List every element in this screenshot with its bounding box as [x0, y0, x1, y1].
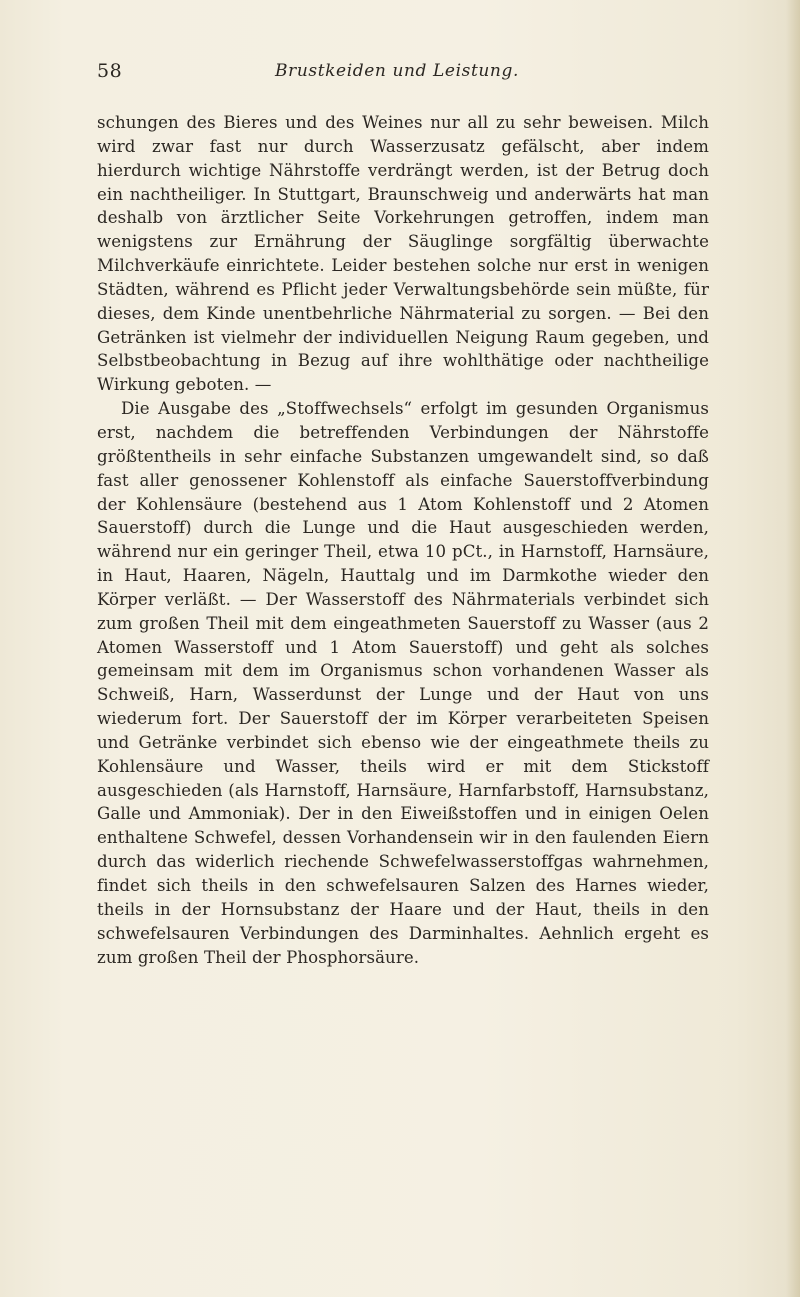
- page-edge-shadow: [786, 0, 800, 1297]
- paragraph: Die Ausgabe des „Stoffwechsels“ erfolgt im gesunden Organismus erst, nachdem die betreffenden Verbindungen der Nährstoffe größtentheils in sehr einfache Substanzen umgewandelt sind, so daß fast aller genossener Kohlenstoff als einfache Sauerstoffverbindung der Kohlensäure (bestehend aus 1 Atom Kohlenstoff und 2 Atomen Sauerstoff) durch die Lunge und die Haut ausgeschieden werden, während nur ein geringer Theil, etwa 10 pCt., in Harnstoff, Harnsäure, in Haut, Haaren, Nägeln, Hauttalg und im Darmkothe wieder den Körper verläßt. — Der Wasserstoff des Nährmaterials verbindet sich zum großen Theil mit dem eingeathmeten Sauerstoff zu Wasser (aus 2 Atomen Wasserstoff und 1 Atom Sauerstoff) und geht als solches gemeinsam mit dem im Organismus schon vorhandenen Wasser als Schweiß, Harn, Wasserdunst der Lunge und der Haut von uns wiederum fort. Der Sauerstoff der im Körper verarbeiteten Speisen und Getränke verbindet sich ebenso wie der eingeathmete theils zu Kohlensäure und Wasser, theils wird er mit dem Stickstoff ausgeschieden (als Harnstoff, Harnsäure, Harnfarbstoff, Harnsubstanz, Galle und Ammoniak). Der in den Eiweißstoffen und in einigen Oelen enthaltene Schwefel, dessen Vorhandensein wir in den faulenden Eiern durch das widerlich riechende Schwefelwasserstoffgas wahrnehmen, findet sich theils in den schwefelsauren Salzen des Harnes wieder, theils in der Hornsubstanz der Haare und der Haut, theils in den schwefelsauren Verbindungen des Darminhaltes. Aehnlich ergeht es zum großen Theil der Phosphorsäure.: [97, 399, 709, 967]
- paragraph: schungen des Bieres und des Weines nur all zu sehr beweisen. Milch wird zwar fast nur durch Wasserzusatz gefälscht, aber indem hierdurch wichtige Nährstoffe verdrängt werden, ist der Betrug doch ein nachtheiliger. In Stuttgart, Braunschweig und anderwärts hat man deshalb von ärztlicher Seite Vorkehrungen getroffen, indem man wenigstens zur Ernährung der Säuglinge sorgfältig überwachte Milchverkäufe einrichtete. Leider bestehen solche nur erst in wenigen Städten, während es Pflicht jeder Verwaltungsbehörde sein müßte, für dieses, dem Kinde unentbehrliche Nährmaterial zu sorgen. — Bei den Getränken ist vielmehr der individuellen Neigung Raum gegeben, und Selbstbeobachtung in Bezug auf ihre wohlthätige oder nachtheilige Wirkung geboten. —: [97, 113, 709, 395]
- page-header: [97, 60, 697, 90]
- body-text: [97, 111, 709, 969]
- page-number: 58: [97, 60, 123, 82]
- running-title: Brustkeiden und Leistung.: [275, 61, 519, 81]
